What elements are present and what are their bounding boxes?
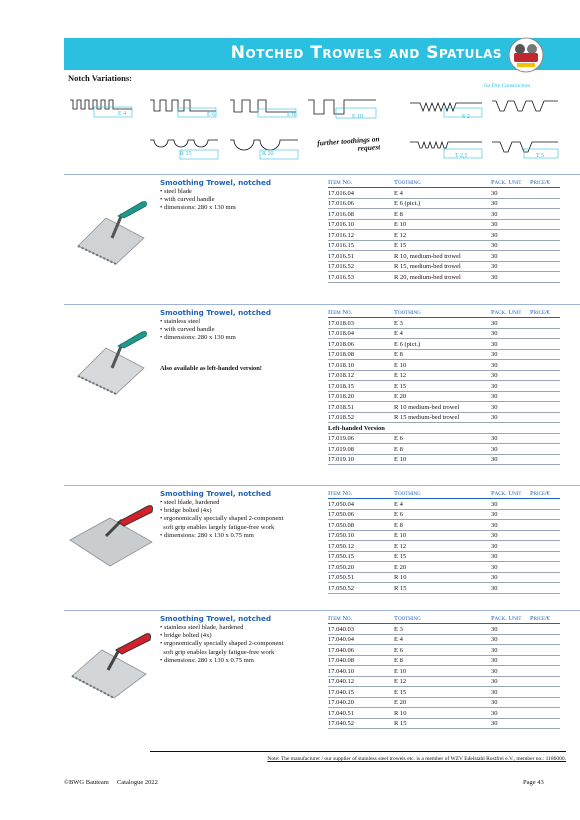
left-handed-note: Also available as left-handed version! [160, 365, 262, 372]
bullet-item: • with curved handle [160, 196, 215, 204]
table-row: 17.016.12 E 12 30 [328, 230, 560, 241]
bullet-item: • steel blade [160, 188, 192, 195]
product-bullets [160, 624, 283, 665]
product-bullets [160, 499, 283, 540]
notch-code: E 6 [207, 112, 216, 118]
bullet-item: • with curved handle [160, 326, 215, 334]
notch-code: T 5 [536, 153, 545, 159]
table-header: Item No. Toothing Pack. Unit Price/€ [328, 178, 560, 188]
table-row: 17.016.06 E 6 (pict.) 30 [328, 199, 560, 210]
table-row: 17.018.06 E 6 (pict.) 30 [328, 339, 560, 350]
notch-code: E 10 [352, 114, 364, 120]
section-divider [64, 610, 580, 611]
bullet-item: • ergonomically specially shaped 2-component [160, 640, 284, 648]
product-table [328, 178, 560, 283]
product-title: Smoothing Trowel, notched [160, 178, 272, 187]
table-row: 17.018.15 E 15 30 [328, 381, 560, 392]
product-bullets [160, 318, 236, 343]
notch-profile-r15 [148, 135, 220, 161]
table-row: 17.018.04 E 4 30 [328, 329, 560, 340]
bullet-item: • ergonomically specially shaped 2-component [160, 515, 284, 523]
section-divider [64, 304, 580, 305]
table-row: 17.040.04 E 4 30 [328, 635, 560, 646]
product-bullets [160, 188, 236, 213]
table-row: 17.018.12 E 12 30 [328, 371, 560, 382]
table-header: Item No. Toothing Pack. Unit Price/€ [328, 489, 560, 499]
table-row: 17.040.12 E 12 30 [328, 677, 560, 688]
notch-profile-e10 [306, 96, 378, 120]
table-row: 17.018.20 E 20 30 [328, 392, 560, 403]
notch-code: E 4 [118, 111, 127, 117]
notch-code: S 2 [462, 114, 470, 120]
table-row: 17.050.10 E 10 30 [328, 531, 560, 542]
table-row: 17.040.52 R 15 30 [328, 719, 560, 730]
table-row: 17.019.06 E 6 30 [328, 434, 560, 445]
table-header: Item No. Toothing Pack. Unit Price/€ [328, 614, 560, 624]
table-row: 17.050.52 R 15 30 [328, 583, 560, 594]
bullet-item: • dimensions: 280 x 130 mm [160, 204, 236, 212]
trowel-image [68, 630, 154, 700]
trowel-image [72, 196, 152, 266]
page-banner [64, 38, 580, 70]
table-row: 17.050.20 E 20 30 [328, 562, 560, 573]
table-row: 17.040.06 E 6 30 [328, 645, 560, 656]
left-handed-heading: Left-handed Version [328, 423, 560, 434]
table-row: 17.040.03 E 3 30 [328, 624, 560, 635]
bullet-item: • dimensions: 280 x 130 mm [160, 334, 236, 342]
notch-profile-s2 [408, 95, 484, 119]
table-row: 17.016.08 E 8 30 [328, 209, 560, 220]
notch-profile-t5 [490, 93, 560, 119]
bullet-item: • steel blade, hardened [160, 499, 220, 506]
product-table [328, 489, 560, 594]
notch-code: R 15 [180, 151, 192, 157]
notch-profile-t2-5 [408, 134, 484, 160]
table-row: 17.018.51 R 10 medium-bed trowel 30 [328, 402, 560, 413]
table-row: 17.016.53 R 20, medium-bed trowel 30 [328, 272, 560, 283]
table-row: 17.050.08 E 8 30 [328, 520, 560, 531]
table-row: 17.040.10 E 10 30 [328, 666, 560, 677]
notch-code: R 20 [262, 151, 274, 157]
dry-construction-label: for Dry Construction [484, 83, 531, 89]
table-row: 17.016.52 R 15, medium-bed trowel 30 [328, 262, 560, 273]
table-row: 17.018.08 E 8 30 [328, 350, 560, 361]
bullet-item: • stainless steel [160, 318, 201, 325]
membership-note: Note: The manufacturer / our supplier of stainless steel trowels etc. is a member of WZV Edelstahl Rostfrei e.V., member no.: 1186000. [150, 751, 566, 762]
page-number: Page 43 [523, 779, 544, 786]
table-row: 17.019.08 E 8 30 [328, 444, 560, 455]
notch-profile-r20 [228, 135, 300, 161]
brand-logo [508, 37, 544, 73]
product-title: Smoothing Trowel, notched [160, 614, 272, 623]
table-row: 17.050.04 E 4 30 [328, 499, 560, 510]
table-row: 17.016.04 E 4 30 [328, 188, 560, 199]
table-row: 17.018.10 E 10 30 [328, 360, 560, 371]
table-row: 17.050.51 R 10 30 [328, 573, 560, 584]
further-toothings-note: further toothings on request [316, 134, 381, 154]
bullet-item: • bridge bolted (4x) [160, 507, 212, 515]
table-row: 17.050.06 E 6 30 [328, 510, 560, 521]
table-row: 17.018.03 E 3 30 [328, 318, 560, 329]
bullet-item: • dimensions: 280 x 130 x 0.75 mm [160, 656, 254, 664]
table-row: 17.050.12 E 12 30 [328, 541, 560, 552]
section-divider [64, 174, 580, 175]
table-row: 17.040.51 R 10 30 [328, 708, 560, 719]
table-header: Item No. Toothing Pack. Unit Price/€ [328, 308, 560, 318]
table-row: 17.018.52 R 15 medium-bed trowel 30 [328, 413, 560, 424]
table-row: 17.040.15 E 15 30 [328, 687, 560, 698]
trowel-image [66, 500, 156, 570]
bullet-item: soft grip enables largely fatigue-free work [163, 648, 275, 656]
product-table [328, 614, 560, 729]
table-row: 17.016.51 R 10, medium-bed trowel 30 [328, 251, 560, 262]
bullet-item: • bridge bolted (4x) [160, 632, 212, 640]
bullet-item: soft grip enables largely fatigue-free work [163, 523, 275, 531]
table-row: 17.019.10 E 10 30 [328, 455, 560, 466]
table-row: 17.016.15 E 15 30 [328, 241, 560, 252]
notch-profile-t5-b [490, 134, 560, 160]
product-title: Smoothing Trowel, notched [160, 489, 272, 498]
notch-code: E 8 [287, 112, 296, 118]
bullet-item: • stainless steel blade, hardened [160, 624, 244, 631]
bullet-item: • dimensions: 280 x 130 x 0.75 mm [160, 531, 254, 539]
section-divider [64, 485, 580, 486]
trowel-image [72, 326, 152, 396]
table-row: 17.016.10 E 10 30 [328, 220, 560, 231]
product-table [328, 308, 560, 465]
page-title: Notched Trowels and Spatulas [230, 43, 502, 63]
table-row: 17.040.20 E 20 30 [328, 698, 560, 709]
notch-variations-title: Notch Variations: [68, 73, 132, 83]
footer-copyright: ©BWG Bauteam Catalogue 2022 [64, 779, 158, 786]
product-title: Smoothing Trowel, notched [160, 308, 272, 317]
notch-code: T 2,5 [455, 153, 468, 159]
table-row: 17.040.08 E 8 30 [328, 656, 560, 667]
table-row: 17.050.15 E 15 30 [328, 552, 560, 563]
